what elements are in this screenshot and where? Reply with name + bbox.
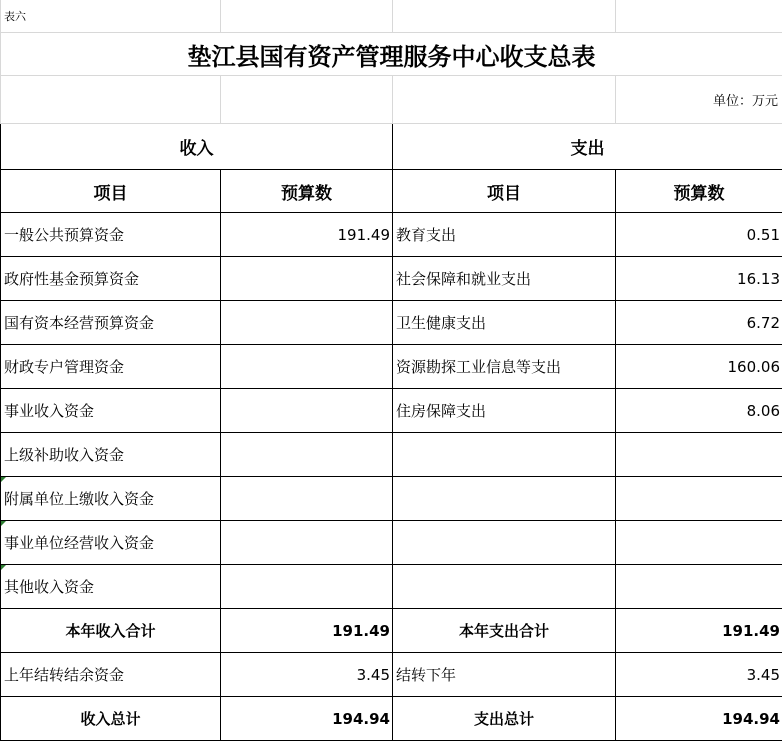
income-label: 事业单位经营收入资金: [1, 521, 221, 565]
expense-value: [616, 477, 782, 521]
year-total-row: [1, 609, 782, 653]
income-value: [221, 565, 393, 609]
income-value: [221, 257, 393, 301]
income-value: 191.49: [221, 213, 393, 257]
expense-label: 社会保障和就业支出: [393, 257, 616, 301]
table-row: [1, 565, 782, 609]
income-label: 其他收入资金: [1, 565, 221, 609]
expense-value: 160.06: [616, 345, 782, 389]
income-value: [221, 301, 393, 345]
carry-in-value: 3.45: [221, 653, 393, 697]
income-label: 事业收入资金: [1, 389, 221, 433]
expense-grand-total-label: 支出总计: [393, 697, 616, 741]
year-income-total-label: 本年收入合计: [1, 609, 221, 653]
year-income-total-value: 191.49: [221, 609, 393, 653]
carry-row: [1, 653, 782, 697]
table-row: [1, 213, 782, 257]
expense-label: 教育支出: [393, 213, 616, 257]
income-value: [221, 477, 393, 521]
grand-total-row: [1, 697, 782, 741]
expense-item-header: 项目: [393, 170, 616, 213]
table-row: [1, 257, 782, 301]
income-label: 附属单位上缴收入资金: [1, 477, 221, 521]
table-row: [1, 521, 782, 565]
income-budget-header: 预算数: [221, 170, 393, 213]
table-row: [1, 345, 782, 389]
income-value: [221, 521, 393, 565]
carry-in-label: 上年结转结余资金: [1, 653, 221, 697]
year-expense-total-label: 本年支出合计: [393, 609, 616, 653]
income-grand-total-label: 收入总计: [1, 697, 221, 741]
income-label: 上级补助收入资金: [1, 433, 221, 477]
table-row: [1, 477, 782, 521]
table-row: [1, 389, 782, 433]
expense-value: 16.13: [616, 257, 782, 301]
sheet-label: 表六: [1, 0, 221, 33]
expense-value: [616, 565, 782, 609]
income-value: [221, 389, 393, 433]
carry-out-label: 结转下年: [393, 653, 616, 697]
table-row: [1, 433, 782, 477]
income-grand-total-value: 194.94: [221, 697, 393, 741]
expense-header: 支出: [393, 124, 782, 170]
expense-label: [393, 521, 616, 565]
income-label: 国有资本经营预算资金: [1, 301, 221, 345]
year-expense-total-value: 191.49: [616, 609, 782, 653]
income-label: 一般公共预算资金: [1, 213, 221, 257]
expense-label: [393, 433, 616, 477]
income-header: 收入: [1, 124, 393, 170]
expense-value: [616, 521, 782, 565]
income-value: [221, 345, 393, 389]
unit-label: 单位：万元: [616, 76, 782, 124]
carry-out-value: 3.45: [616, 653, 782, 697]
expense-budget-header: 预算数: [616, 170, 782, 213]
expense-label: 卫生健康支出: [393, 301, 616, 345]
income-value: [221, 433, 393, 477]
page-title: 垫江县国有资产管理服务中心收支总表: [1, 33, 782, 76]
income-label: 财政专户管理资金: [1, 345, 221, 389]
income-label: 政府性基金预算资金: [1, 257, 221, 301]
expense-value: 0.51: [616, 213, 782, 257]
expense-grand-total-value: 194.94: [616, 697, 782, 741]
table-row: [1, 301, 782, 345]
income-item-header: 项目: [1, 170, 221, 213]
expense-label: 资源勘探工业信息等支出: [393, 345, 616, 389]
expense-value: 6.72: [616, 301, 782, 345]
expense-value: 8.06: [616, 389, 782, 433]
expense-label: 住房保障支出: [393, 389, 616, 433]
expense-label: [393, 565, 616, 609]
expense-label: [393, 477, 616, 521]
expense-value: [616, 433, 782, 477]
